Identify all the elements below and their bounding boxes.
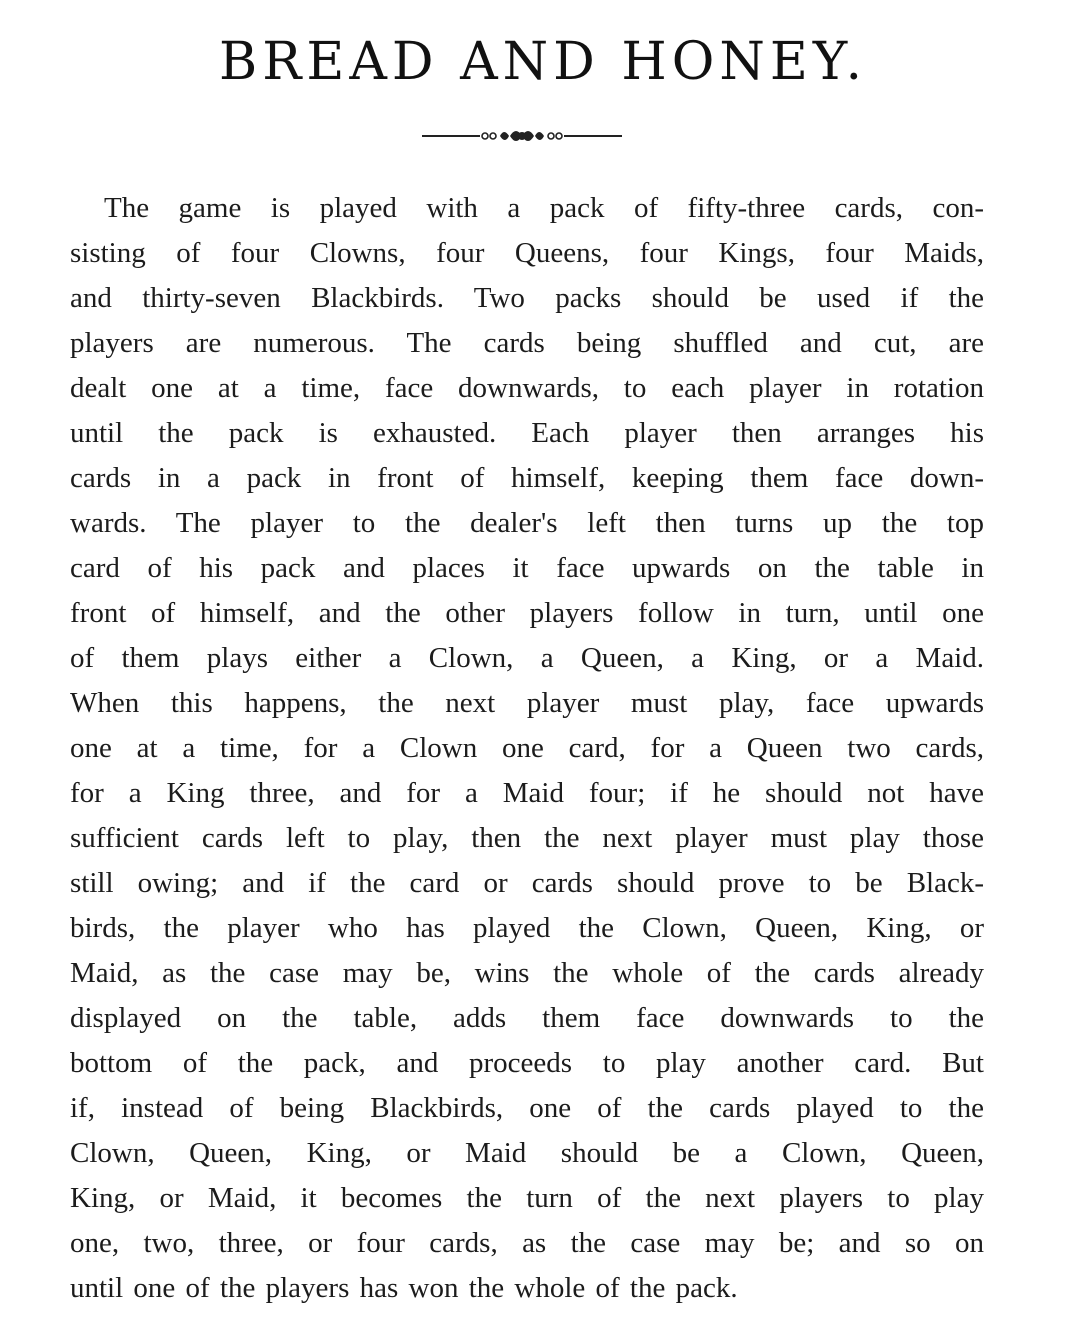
text-line: wards. The player to the dealer's left then turns up the top	[70, 507, 984, 539]
text-line: card of his pack and places it face upwards on the table in	[70, 552, 984, 584]
text-line: of them plays either a Clown, a Queen, a King, or a Maid.	[70, 642, 984, 674]
text-line: until one of the players has won the whole of the pack.	[70, 1272, 738, 1304]
text-line: Maid, as the case may be, wins the whole of the cards already	[70, 957, 984, 989]
text-line: cards in a pack in front of himself, keeping them face down-	[70, 462, 984, 494]
body-paragraph	[70, 186, 984, 1306]
text-line: and thirty-seven Blackbirds. Two packs should be used if the	[70, 282, 984, 314]
text-line: displayed on the table, adds them face downwards to the	[70, 1002, 984, 1034]
text-line: one at a time, for a Clown one card, for a Queen two cards,	[70, 732, 984, 764]
text-line: Clown, Queen, King, or Maid should be a Clown, Queen,	[70, 1137, 984, 1169]
text-line: sufficient cards left to play, then the next player must play those	[70, 822, 984, 854]
page-title: BREAD AND HONEY.	[219, 32, 867, 92]
decorative-rule-ornament-icon	[422, 124, 622, 148]
text-line: birds, the player who has played the Clown, Queen, King, or	[70, 912, 984, 944]
text-line: for a King three, and for a Maid four; if he should not have	[70, 777, 984, 809]
text-line: The game is played with a pack of fifty-three cards, con-	[104, 192, 984, 224]
text-line: bottom of the pack, and proceeds to play another card. But	[70, 1047, 984, 1079]
text-line: dealt one at a time, face downwards, to each player in rotation	[70, 372, 984, 404]
text-line: front of himself, and the other players follow in turn, until one	[70, 597, 984, 629]
text-line: if, instead of being Blackbirds, one of the cards played to the	[70, 1092, 984, 1124]
text-line: King, or Maid, it becomes the turn of the next players to play	[70, 1182, 984, 1214]
text-line: When this happens, the next player must play, face upwards	[70, 687, 984, 719]
text-line: players are numerous. The cards being shuffled and cut, are	[70, 327, 984, 359]
text-line: one, two, three, or four cards, as the case may be; and so on	[70, 1227, 984, 1259]
text-line: still owing; and if the card or cards should prove to be Black-	[70, 867, 984, 899]
text-line: sisting of four Clowns, four Queens, four Kings, four Maids,	[70, 237, 984, 269]
text-line: until the pack is exhausted. Each player then arranges his	[70, 417, 984, 449]
